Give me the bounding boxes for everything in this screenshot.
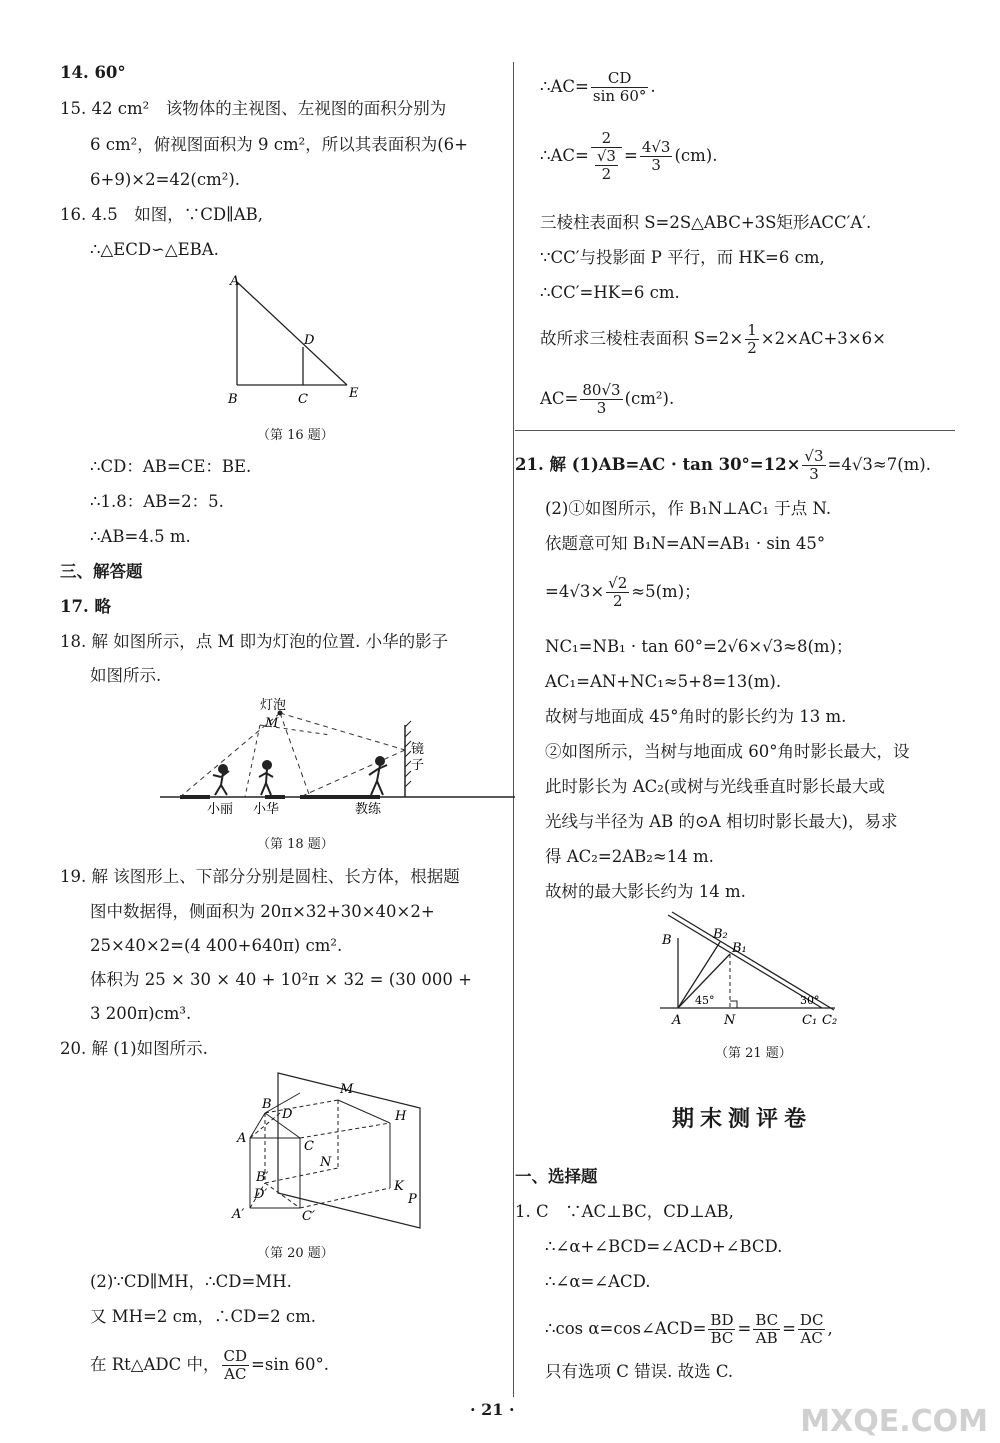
q20-line3: 又 MH=2 cm，∴CD=2 cm. (90, 1307, 317, 1326)
fraction-numerator: √2 (608, 574, 628, 592)
a1-line3: ∴∠α=∠ACD. (545, 1272, 651, 1291)
fig18-person-3: 教练 (355, 802, 382, 817)
r-line1 (540, 70, 656, 105)
q21-line2: (2)①如图所示，作 B₁N⊥AC₁ 于点 N. (545, 499, 832, 518)
q19-line4: 体积为 25 × 30 × 40 + 10²π × 32 = (30 000 + (90, 970, 472, 989)
r-line6-prefix: 故所求三棱柱表面积 S=2× (540, 329, 744, 348)
q19-line2: 图中数据得，侧面积为 20π×32+30×40×2+ (90, 902, 435, 921)
fig21-label-B1: B₁ (732, 941, 747, 956)
q18-line1: 18. 解 如图所示，点 M 即为灯泡的位置. 小华的影子 (60, 632, 449, 651)
watermark-logo: MXQE.COM (800, 1404, 988, 1439)
fraction-denominator: 2 (747, 339, 757, 357)
section-3-title: 三、解答题 (60, 562, 143, 581)
fig18-person-1: 小丽 (207, 802, 234, 817)
fraction-numerator: 80√3 (582, 381, 621, 399)
section-1-title: 一、选择题 (515, 1167, 598, 1186)
q21-line1-prefix: 21. 解 (1)AB=AC · tan 30°=12× (515, 455, 801, 474)
inner-numerator: √3 (596, 147, 616, 165)
q15-line3: 6+9)×2=42(cm²). (90, 170, 241, 189)
r-line3: 三棱柱表面积 S=2S△ABC+3S矩形ACC′A′. (540, 213, 872, 232)
fig20-label-D: D (282, 1107, 293, 1122)
r-line1-tail: . (650, 77, 656, 96)
r-line4: ∵CC′与投影面 P 平行，而 HK=6 cm, (540, 248, 825, 267)
fig16-label-B: B (228, 392, 238, 407)
fig16-caption: （第 16 题） (257, 428, 334, 443)
figure-21 (650, 910, 850, 1030)
r-line1-prefix: ∴AC= (540, 77, 589, 96)
q21-line12: 故树的最大影长约为 14 m. (545, 882, 746, 901)
r-line5: ∴CC′=HK=6 cm. (540, 283, 680, 302)
figure-20 (220, 1068, 430, 1238)
q21-line4-tail: ≈5(m)； (631, 582, 701, 601)
q21-line1-tail: =4√3≈7(m). (827, 455, 931, 474)
fraction-80root3-3 (580, 382, 622, 417)
fig20-label-D-prime: D′ (254, 1187, 268, 1202)
inner-denominator: 2 (601, 165, 612, 183)
fig18-bulb-label: 灯泡 (260, 698, 287, 713)
q18-line2: 如图所示. (90, 666, 162, 685)
q21-line8: ②如图所示，当树与地面成 60°角时影长最大，设 (545, 742, 910, 761)
q20-line4-prefix: 在 Rt△ADC 中， (90, 1355, 220, 1374)
fig18-mirror-label-2: 子 (411, 758, 425, 773)
fig21-caption: （第 21 题） (715, 1046, 792, 1061)
r-line2-tail: (cm). (674, 146, 718, 165)
fraction-denominator: AB (755, 1329, 778, 1347)
fig20-label-M: M (340, 1082, 354, 1097)
q20-line4 (90, 1348, 329, 1383)
fig18-caption: （第 18 题） (257, 837, 334, 852)
fig20-label-C-prime: C′ (302, 1209, 315, 1224)
fig18-label-M: M (265, 716, 279, 731)
fraction-numerator: BC (755, 1311, 779, 1329)
fraction-denominator: BC (710, 1329, 734, 1347)
q19-line3: 25×40×2=(4 400+640π) cm². (90, 936, 343, 955)
fig21-label-C1: C₁ (802, 1013, 818, 1028)
a1-line1: 1. C ∵AC⊥BC，CD⊥AB, (515, 1202, 734, 1221)
fraction-4root3-3 (640, 139, 673, 174)
q21-line3: 依题意可知 B₁N=AN=AB₁ · sin 45° (545, 534, 826, 553)
fig21-label-B: B (662, 933, 672, 948)
r-line2-prefix: ∴AC= (540, 146, 589, 165)
r-line6-tail: ×2×AC+3×6× (760, 329, 886, 348)
fraction-numerator: BD (710, 1311, 734, 1329)
q21-line10: 光线与半径为 AB 的⊙A 相切时影长最大)，易求 (545, 812, 898, 831)
fraction-numerator: 4√3 (641, 138, 671, 156)
fraction-denominator: 3 (651, 156, 661, 174)
q19-line1: 19. 解 该图形上、下部分分别是圆柱、长方体，根据题 (60, 867, 460, 886)
section-divider (515, 430, 955, 431)
fig21-label-A: A (672, 1013, 682, 1028)
q21-line7: 故树与地面成 45°角时的影长约为 13 m. (545, 707, 847, 726)
fraction-denominator: 2 (612, 592, 623, 610)
fraction-numerator: DC (799, 1311, 824, 1329)
figure-18 (155, 695, 520, 825)
fig20-label-H: H (395, 1109, 407, 1124)
fig21-angle-30: 30° (800, 994, 820, 1007)
r-line7-prefix: AC= (540, 389, 579, 408)
r-line6 (540, 322, 886, 357)
fig16-label-C: C (298, 392, 308, 407)
fig20-label-P: P (408, 1192, 417, 1207)
fraction-half (745, 322, 759, 357)
q20-line4-tail: =sin 60°. (251, 1355, 329, 1374)
figure-16 (220, 270, 380, 415)
fraction-cd-ac (222, 1348, 250, 1383)
fraction-denominator: AC (800, 1329, 823, 1347)
q16-line5: ∴AB=4.5 m. (90, 527, 191, 546)
fig18-person-2: 小华 (253, 802, 280, 817)
q19-line5: 3 200π)cm³. (90, 1004, 192, 1023)
fig20-label-C: C (304, 1139, 314, 1154)
q20-line1: 20. 解 (1)如图所示. (60, 1039, 208, 1058)
fraction-numerator: √3 (804, 447, 824, 465)
fraction-numerator: 2 (591, 130, 622, 148)
fraction-denominator (591, 148, 622, 183)
fig20-caption: （第 20 题） (257, 1246, 334, 1261)
fig20-label-K: K (394, 1179, 404, 1194)
q15-line1: 15. 42 cm² 该物体的主视图、左视图的面积分别为 (60, 99, 447, 118)
fig20-label-B: B (262, 1097, 272, 1112)
q21-line1 (515, 448, 931, 483)
r-line2 (540, 130, 717, 183)
inner-fraction (595, 148, 618, 183)
fig21-label-C2: C₂ (822, 1013, 838, 1028)
q15-line2: 6 cm²，俯视图面积为 9 cm²，所以其表面积为(6+ (90, 135, 468, 154)
a1-line2: ∴∠α+∠BCD=∠ACD+∠BCD. (545, 1237, 783, 1256)
q21-line4-prefix: =4√3× (545, 582, 605, 601)
q21-line9: 此时影长为 AC₂(或树与光线垂直时影长最大或 (545, 777, 885, 796)
page-heading: 期末测评卷 (672, 1106, 813, 1132)
fraction-denominator: AC (224, 1365, 247, 1383)
fraction-root2-2 (606, 575, 629, 610)
fraction-denominator: 3 (596, 399, 607, 417)
fraction-denominator: sin 60° (592, 87, 647, 105)
equals: = (623, 146, 638, 165)
fig16-label-D: D (304, 333, 315, 348)
fig20-label-A-prime: A′ (232, 1207, 245, 1222)
q16-line1: 16. 4.5 如图，∵CD∥AB, (60, 205, 263, 224)
q21-line5: NC₁=NB₁ · tan 60°=2√6×√3≈8(m)； (545, 637, 853, 656)
fraction-numerator: CD (223, 1347, 248, 1365)
fraction-bc-ab (753, 1312, 780, 1347)
fraction-numerator: 1 (747, 321, 757, 339)
a1-line4-tail: , (827, 1319, 833, 1338)
q21-line6: AC₁=AN+NC₁≈5+8=13(m). (545, 672, 782, 691)
q16-line3: ∴CD：AB=CE：BE. (90, 457, 252, 476)
a1-line5: 只有选项 C 错误. 故选 C. (545, 1362, 734, 1381)
fig16-label-E: E (349, 386, 359, 401)
q21-line11: 得 AC₂=2AB₂≈14 m. (545, 847, 714, 866)
q17: 17. 略 (60, 597, 111, 616)
q21-line4 (545, 575, 701, 610)
fraction-denominator: 3 (809, 465, 819, 483)
fig20-label-N: N (320, 1155, 332, 1170)
q16-line4: ∴1.8：AB=2：5. (90, 492, 224, 511)
fraction-bd-bc (708, 1312, 735, 1347)
fig21-angle-45: 45° (695, 994, 715, 1007)
q14: 14. 60° (60, 63, 126, 82)
fraction-dc-ac (798, 1312, 826, 1347)
fig20-label-A: A (237, 1131, 247, 1146)
fig16-label-A: A (230, 274, 240, 289)
a1-line4: ∴cos α=cos∠ACD= $\frac{BD}{BC}$ = $\frac{BC}{AB}$ = $\frac{DC}{AC}$ , (545, 1311, 833, 1347)
fraction-cd-sin60 (591, 70, 649, 105)
fig21-label-B2: B₂ (713, 927, 728, 942)
r-line7-tail: (cm²). (624, 389, 675, 408)
r-line7 (540, 382, 674, 417)
q16-line2: ∴△ECD∽△EBA. (90, 240, 219, 259)
fig21-label-N: N (724, 1013, 736, 1028)
fig18-mirror-label-1: 镜 (411, 742, 425, 757)
fraction-numerator: CD (591, 70, 649, 88)
fig20-label-B-prime: B′ (256, 1170, 269, 1185)
fraction-root3-3 (802, 448, 825, 483)
a1-line4-prefix: ∴cos α=cos∠ACD= (545, 1319, 707, 1338)
q20-line2: (2)∵CD∥MH，∴CD=MH. (90, 1272, 292, 1291)
fraction-complex (591, 130, 622, 183)
page-number: · 21 · (470, 1400, 515, 1419)
